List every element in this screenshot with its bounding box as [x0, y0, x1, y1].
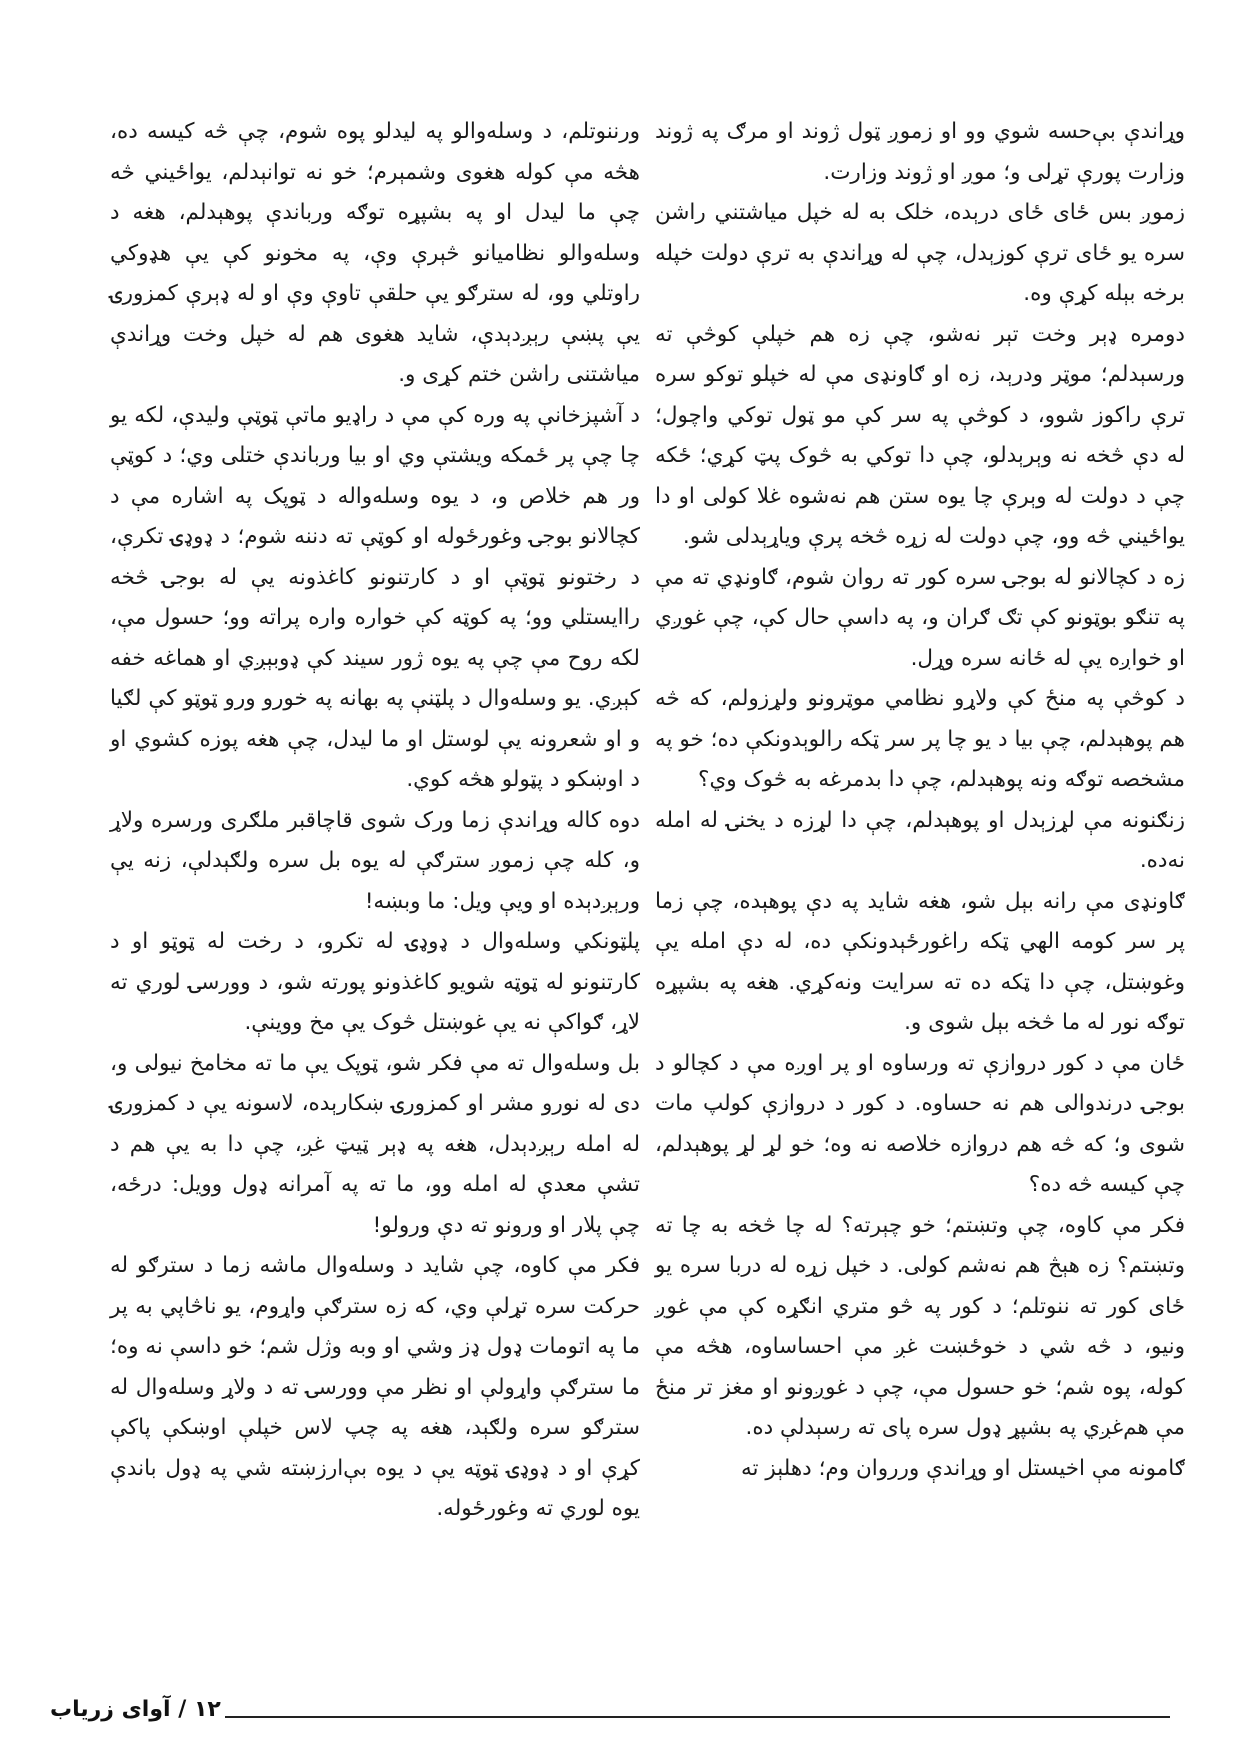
- paragraph: ځان مې د کور دروازې ته ورساوه او پر اوږه مې د کچالو د بوجۍ درندوالی هم نه حساوه. د کور د دروازې کولپ مات شوی و؛ که څه هم دروازه خلاصه نه وه؛ خو لړ لړ پوهېدلم، چې کیسه څه ده؟: [655, 1050, 1185, 1197]
- paragraph: زه د کچالانو له بوجۍ سره کور ته روان شوم، ګاونډي ته مې په تنګو بوټونو کې تګ ګران و، په داسې حال کې، چې غوږي او خواږه یې له ځانه سره وړل.: [655, 564, 1185, 671]
- paragraph: پلټونکي وسله‌وال د ډوډۍ له تکرو، د رخت له ټوټو او د کارتنونو له ټوټه شویو کاغذونو پورته شو، د وورسۍ لوري ته لاړ، ګواکې نه یې غوښتل څوک یې مخ ووینې.: [110, 929, 640, 1035]
- footer-divider: [225, 1716, 1170, 1718]
- paragraph: بل وسله‌وال ته مې فکر شو، ټوپک یې ما ته مخامخ نیولی و، دی له نورو مشر او کمزورۍ ښکارېده، لاسونه یې د کمزورۍ له امله رېږدېدل، هغه په ډېر ټیټ غږ، چې دا به یې هم د تشې معدې له امله وو، ما ته په آمرانه ډول وویل: درځه، چې پلار او ورونو ته دې ورولو!: [110, 1050, 640, 1238]
- paragraph: ورننوتلم، د وسله‌والو په لیدلو پوه شوم، چې څه کیسه ده، هڅه مې کوله هغوی وشمېرم؛ خو نه توانېدلم، یواځیني څه چې ما لیدل او په بشپړه توګه ورباندې پوهېدلم، هغه د وسله‌والو نظامیانو څېرې وې، په مخونو کې یې هډوکي راوتلي وو، له سترګو یې حلقې تاوې وې او له ډېرې کمزورۍ یې پښې رېږدېدې، شاید هغوی هم له خپل وخت وړاندې میاشتنی راشن ختم کړی و.: [110, 119, 640, 387]
- paragraph: دوه کاله وړاندې زما ورک شوی قاچاقبر ملګری ورسره ولاړ و، کله چې زموږ سترګې له یوه بل سره ولګېدلې، زنه یې ورېږدېده او ویې ویل: ما وبښه!: [110, 807, 640, 914]
- page-number: ۱۲: [193, 1697, 221, 1722]
- paragraph: ګامونه مې اخیستل او وړاندې ورروان وم؛ دهلېز ته: [741, 1455, 1185, 1481]
- paragraph: فکر مې کاوه، چې وتښتم؛ خو چېرته؟ له چا څخه به چا ته وتښتم؟ زه هېڅ هم نه‌شم کولی. د خپل زړه له دربا سره یو ځای کور ته ننوتلم؛ د کور په څو متري انګړه کې مې غوږ ونیو، د څه شي د خوځښت غږ مې احساساوه، هڅه مې کوله، پوه شم؛ خو حسول مې، چې د غوږونو او مغز تر منځ مې هم‌غږي په بشپړ ډول سره پای ته رسېدلې ده.: [655, 1212, 1185, 1440]
- paragraph: زموږ بس ځای ځای درېده، خلک به له خپل میاشتني راشن سره یو ځای ترې کوزېدل، چې له وړاندې به ترې دولت خپله برخه بېله کړې وه.: [655, 200, 1185, 306]
- paragraph: د کوڅې په منځ کې ولاړو نظامي موټرونو ولړزولم، که څه هم پوهېدلم، چې بیا د یو چا پر سر ټکه رالوېدونکې ده؛ خو په مشخصه توګه ونه پوهېدلم، چې دا بدمرغه به څوک وي؟: [655, 686, 1185, 792]
- paragraph: وړاندې بې‌حسه شوي وو او زموږ ټول ژوند او مرګ په ژوند وزارت پورې تړلی و؛ موږ او ژوند وزارت.: [655, 119, 1185, 185]
- magazine-name: آوای زریاب: [50, 1697, 171, 1722]
- paragraph: د آشپزخانې په وره کې مې د راډیو ماتې ټوټې ولیدې، لکه یو چا چې پر ځمکه ویشتې وي او بیا ورباندې ختلی وي؛ د کوټې ور هم خلاص و، د یوه وسله‌واله د ټوپک په اشاره مې د کچالانو بوجۍ وغورځوله او کوټې ته دننه شوم؛ د ډوډۍ تکرې، د رختونو ټوټې او د کارتنونو کاغذونه یې له بوجۍ څخه راایستلي وو؛ په کوټه کې خواره واره پراته وو؛ حسول مې، لکه روح مې چې په یوه ژور سیند کې ډوبېږي او هماغه خفه کېږي. یو وسله‌وال د پلټنې په بهانه په خورو ورو ټوټو کې لګیا و او شعرونه یې لوستل او ما لیدل، چې هغه پوزه کشوي او د اوښکو د پټولو هڅه کوي.: [110, 402, 640, 792]
- footer-separator: /: [178, 1697, 187, 1722]
- left-column: [110, 112, 640, 1530]
- paragraph: زنګنونه مې لړزېدل او پوهېدلم، چې دا لړزه د یخنۍ له امله نه‌ده.: [655, 807, 1185, 873]
- right-column: [655, 112, 1185, 1489]
- paragraph: ګاونډی مې رانه بېل شو، هغه شاید په دې پوهېده، چې زما پر سر کومه الهي ټکه راغورځېدونکې ده، له دې امله یې وغوښتل، چې دا ټکه ده ته سرایت ونه‌کړي. هغه په بشپړه توګه نور له ما څخه بېل شوی و.: [655, 888, 1185, 1035]
- page-footer: [50, 1697, 221, 1722]
- paragraph: دومره ډېر وخت تېر نه‌شو، چې زه هم خپلې کوڅې ته ورسېدلم؛ موټر ودرېد، زه او ګاونډی مې له خپلو توکو سره ترې راکوز شوو، د کوڅې په سر کې مو ټول توکي واچول؛ له دې څخه نه وېرېدلو، چې دا توکي به څوک پټ کړي؛ ځکه چې د دولت له وېرې چا یوه ستن هم نه‌شوه غلا کولی او دا یواځیني څه وو، چې دولت له زړه څخه پرې ویاړېدلی شو.: [655, 321, 1185, 549]
- paragraph: فکر مې کاوه، چې شاید د وسله‌وال ماشه زما د سترګو له حرکت سره تړلې وي، که زه سترګې واړوم، یو ناڅاپي به پر ما په اتومات ډول ډز وشي او وبه وژل شم؛ خو داسې نه وه؛ ما سترګې واړولې او نظر مې وورسۍ ته د ولاړ وسله‌وال له سترګو سره ولګېد، هغه په چپ لاس خپلې اوښکې پاکې کړې او د ډوډۍ ټوټه یې د یوه بې‌ارزښته شي په ډول باندې یوه لوري ته وغورځوله.: [110, 1253, 640, 1521]
